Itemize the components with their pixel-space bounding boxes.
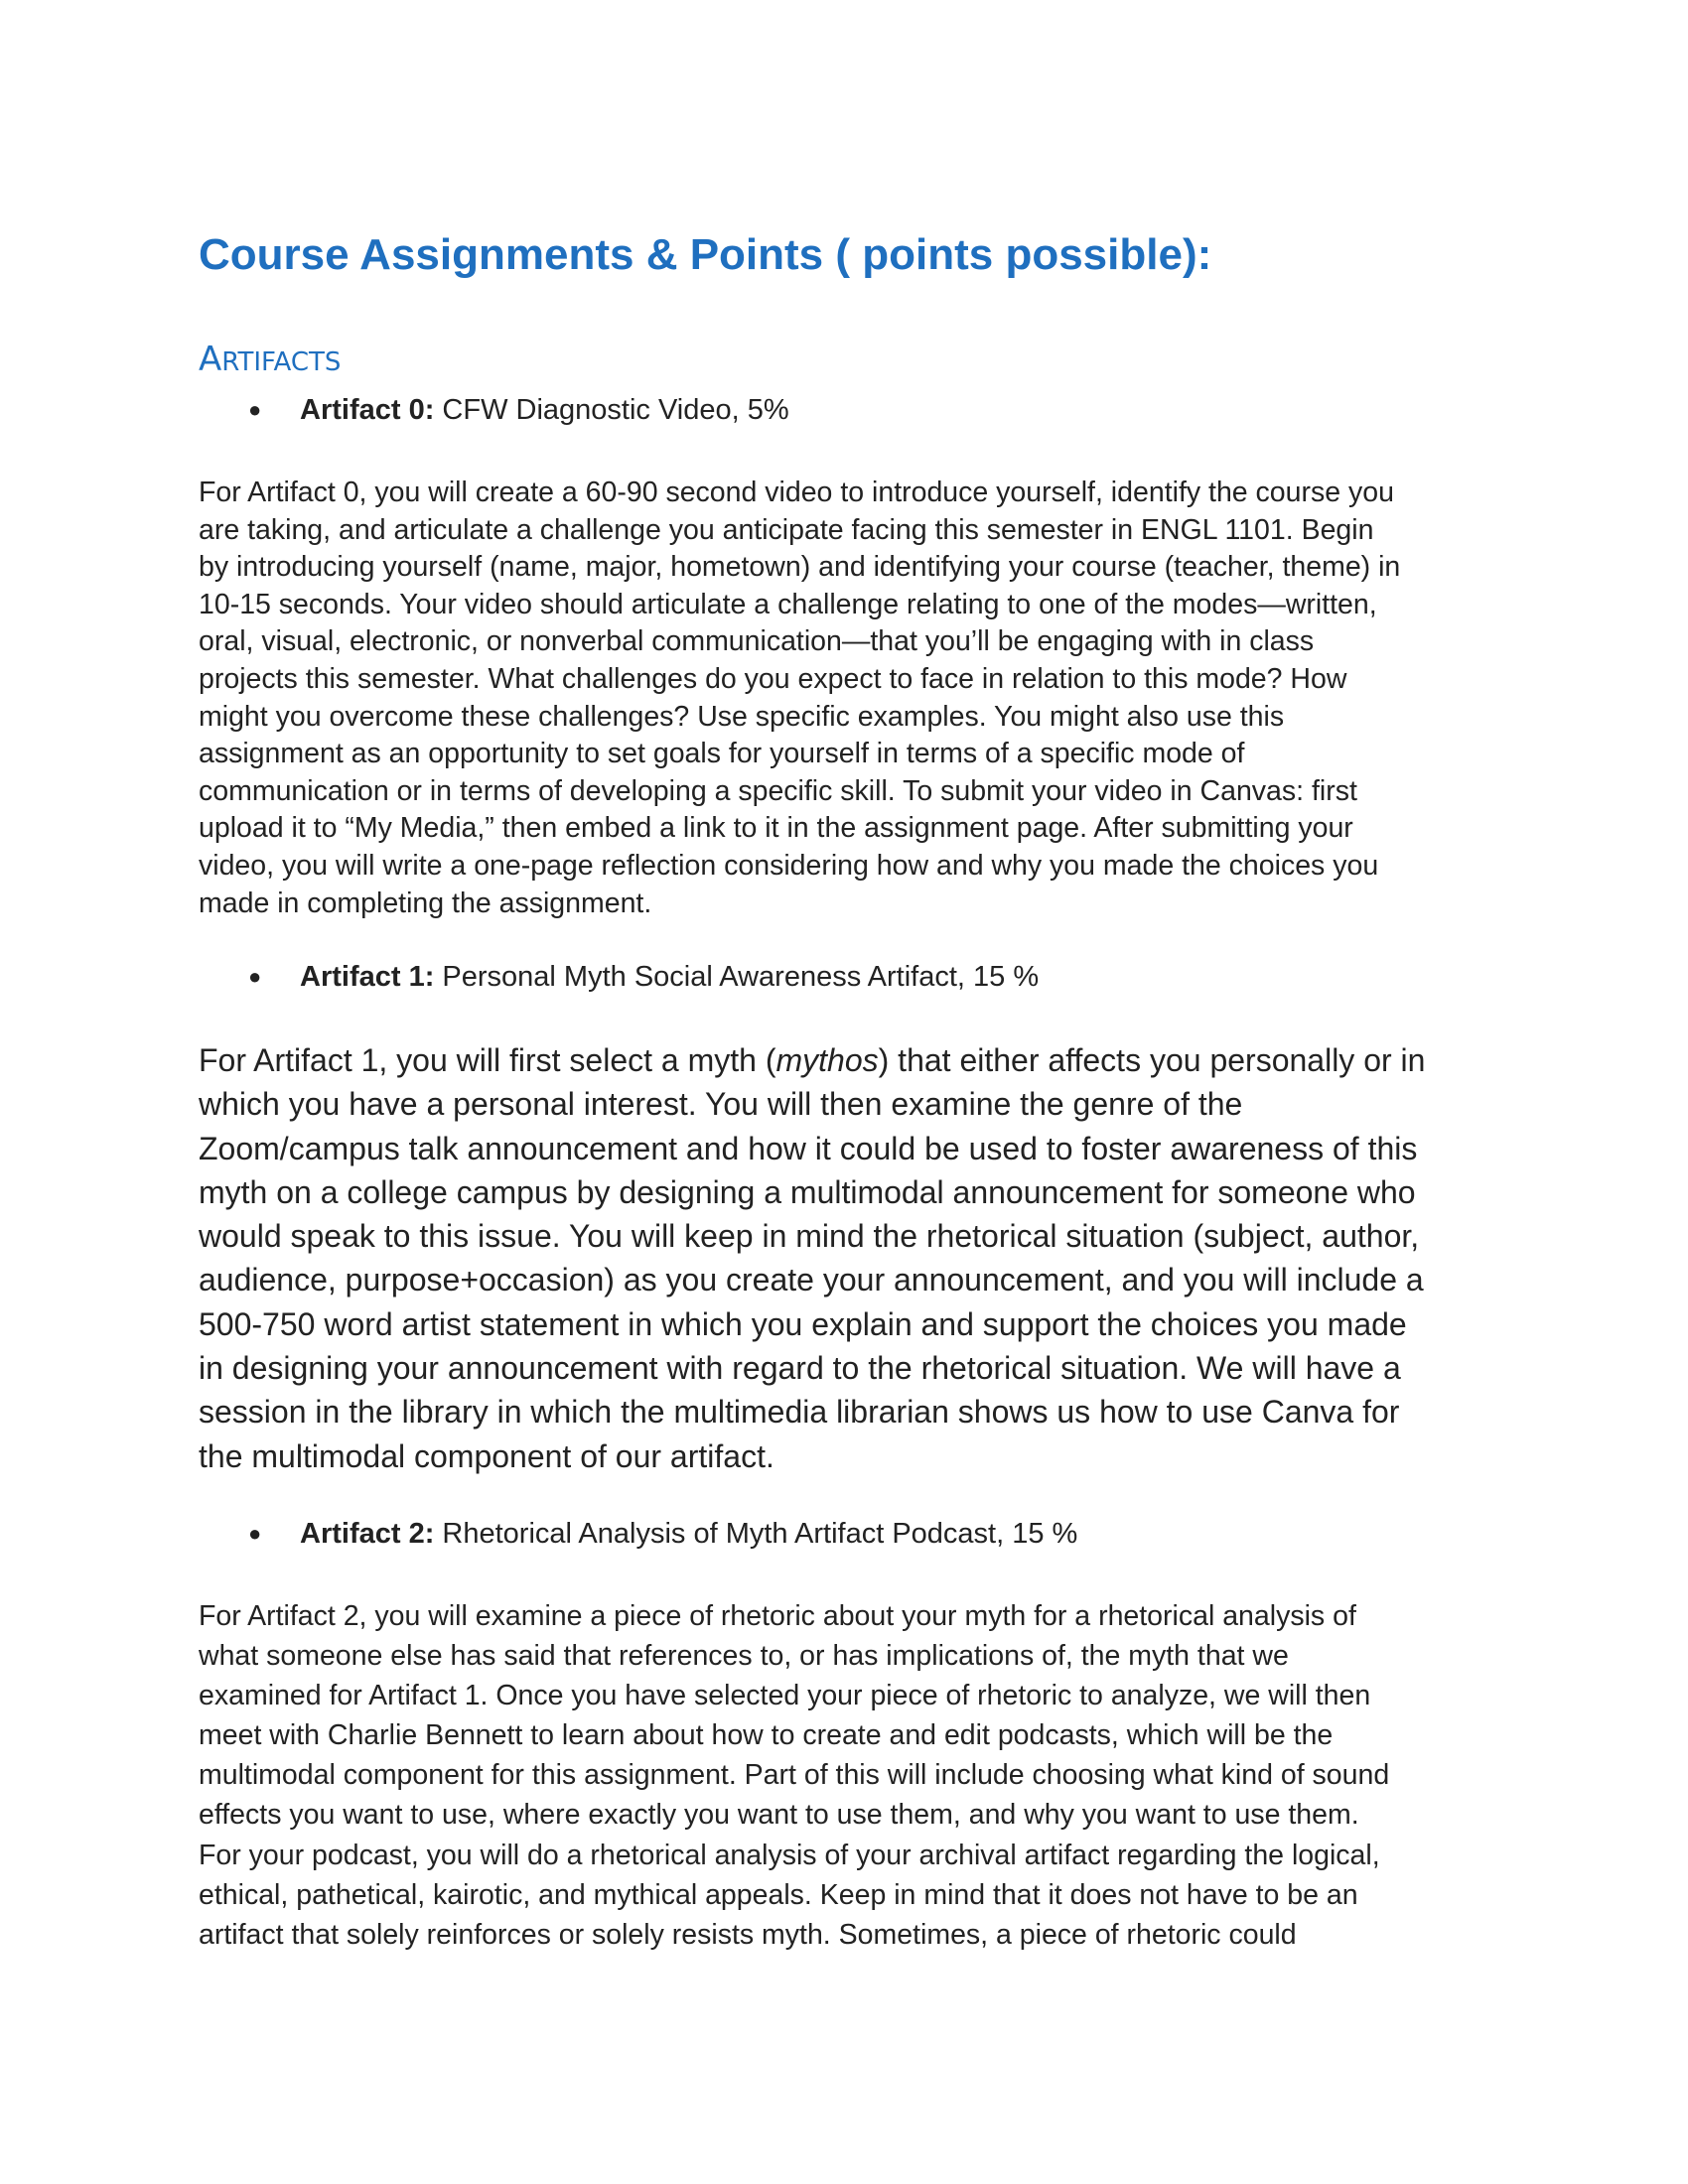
paragraph-line: the multimodal component of our artifact. — [199, 1437, 774, 1474]
paragraph-line: 10-15 seconds. Your video should articulate a challenge relating to one of the modes—written, — [199, 588, 1377, 620]
paragraph-line: 500-750 word artist statement in which you explain and support the choices you made — [199, 1305, 1407, 1342]
paragraph-text: For Artifact 1, you will first select a myth ( — [199, 1042, 776, 1078]
paragraph-line: For Artifact 0, you will create a 60-90 second video to introduce yourself, identify the course you — [199, 477, 1394, 508]
paragraph-line: audience, purpose+occasion) as you create your announcement, and you will include a — [199, 1262, 1424, 1298]
artifact-2-description — [199, 1596, 1499, 1955]
artifact-2-bullet — [248, 1518, 1077, 1551]
paragraph-line: artifact that solely reinforces or solely resists myth. Sometimes, a piece of rhetoric could — [199, 1918, 1297, 1951]
paragraph-line: are taking, and articulate a challenge you anticipate facing this semester in ENGL 1101. Begin — [199, 513, 1374, 546]
paragraph-text: ) that either affects you personally or in — [878, 1042, 1426, 1078]
paragraph-line: projects this semester. What challenges do you expect to face in relation to this mode? How — [199, 662, 1347, 695]
section-heading-initial: A — [199, 340, 222, 379]
paragraph-line: myth on a college campus by designing a multimodal announcement for someone who — [199, 1173, 1416, 1210]
section-heading-rest: RTIFACTS — [221, 347, 342, 377]
paragraph-line: For your podcast, you will do a rhetorical analysis of your archival artifact regarding the logical, — [199, 1839, 1380, 1871]
paragraph-line: upload it to “My Media,” then embed a link to it in the assignment page. After submitting your — [199, 812, 1353, 845]
paragraph-line: Zoom/campus talk announcement and how it could be used to foster awareness of this — [199, 1130, 1418, 1166]
bullet-dot-icon: ● — [248, 397, 262, 422]
paragraph-line: For Artifact 2, you will examine a piece of rhetoric about your myth for a rhetorical analysis of — [199, 1600, 1356, 1632]
artifact-2-label: Artifact 2: — [300, 1518, 435, 1550]
paragraph-line: which you have a personal interest. You will then examine the genre of the — [199, 1086, 1243, 1123]
paragraph-line: meet with Charlie Bennett to learn about how to create and edit podcasts, which will be the — [199, 1719, 1334, 1752]
paragraph-line: multimodal component for this assignment. Part of this will include choosing what kind of sound — [199, 1759, 1390, 1792]
paragraph-line: what someone else has said that references to, or has implications of, the myth that we — [199, 1640, 1289, 1673]
paragraph-line: effects you want to use, where exactly you want to use them, and why you want to use them. — [199, 1799, 1359, 1832]
paragraph-line: might you overcome these challenges? Use specific examples. You might also use this — [199, 700, 1285, 733]
artifact-0-description — [199, 475, 1499, 922]
paragraph-line: in designing your announcement with regard to the rhetorical situation. We will have a — [199, 1350, 1401, 1387]
paragraph-line: assignment as an opportunity to set goals for yourself in terms of a specific mode of — [199, 738, 1245, 770]
paragraph-line: by introducing yourself (name, major, hometown) and identifying your course (teacher, theme) in — [199, 551, 1401, 584]
artifact-0-bullet — [248, 394, 789, 427]
paragraph-line: oral, visual, electronic, or nonverbal communication—that you’ll be engaging with in class — [199, 625, 1315, 658]
bullet-dot-icon: ● — [248, 964, 262, 989]
paragraph-line — [199, 1038, 1499, 1082]
paragraph-line: video, you will write a one-page reflection considering how and why you made the choices you — [199, 849, 1379, 882]
artifact-1-description — [199, 1038, 1499, 1478]
bullet-dot-icon: ● — [248, 1521, 262, 1546]
paragraph-line: communication or in terms of developing a specific skill. To submit your video in Canvas: first — [199, 774, 1357, 807]
page-title: Course Assignments & Points ( points possible): — [199, 230, 1212, 279]
artifact-0-label: Artifact 0: — [300, 394, 435, 426]
paragraph-italic-term: mythos — [775, 1042, 879, 1078]
paragraph-line: session in the library in which the multimedia librarian shows us how to use Canva for — [199, 1394, 1400, 1431]
document-page — [199, 0, 1499, 2184]
paragraph-line: examined for Artifact 1. Once you have selected your piece of rhetoric to analyze, we will then — [199, 1680, 1371, 1712]
paragraph-line: would speak to this issue. You will keep in mind the rhetorical situation (subject, author, — [199, 1218, 1420, 1255]
paragraph-line: ethical, pathetical, kairotic, and mythical appeals. Keep in mind that it does not have to be an — [199, 1878, 1358, 1911]
section-heading-artifacts — [199, 340, 341, 379]
artifact-2-title: Rhetorical Analysis of Myth Artifact Podcast, 15 % — [442, 1518, 1078, 1550]
paragraph-line: made in completing the assignment. — [199, 887, 652, 919]
artifact-0-title: CFW Diagnostic Video, 5% — [442, 394, 789, 426]
artifact-1-title: Personal Myth Social Awareness Artifact, 15 % — [442, 961, 1040, 993]
artifact-1-bullet — [248, 961, 1039, 994]
artifact-1-label: Artifact 1: — [300, 961, 435, 993]
